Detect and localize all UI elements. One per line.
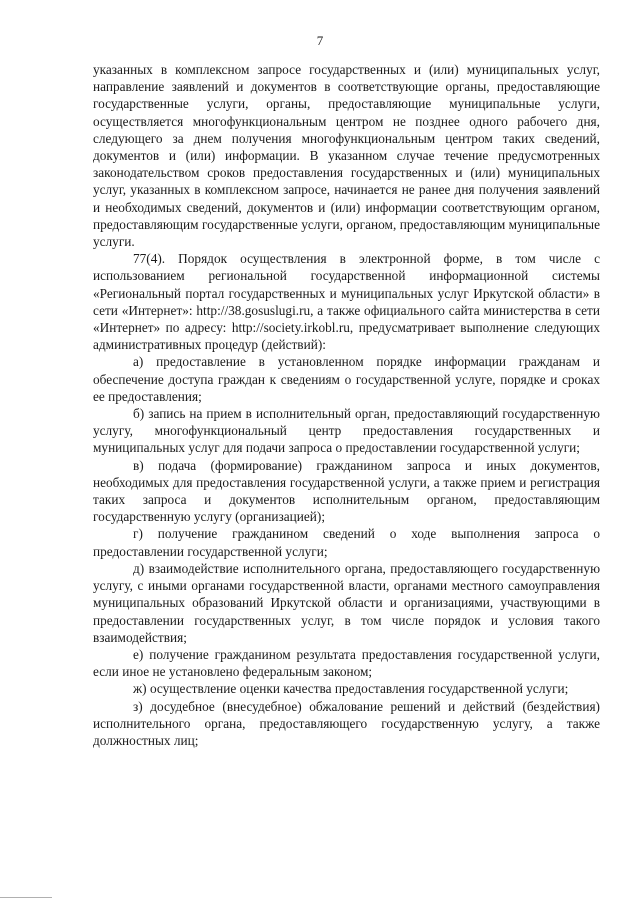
list-item-e: е) получение гражданином результата предоставления государственной услуги, если иное не установлено федеральным законом;: [93, 646, 600, 680]
document-body: [93, 61, 600, 749]
list-item-z: з) досудебное (внесудебное) обжалование решений и действий (бездействия) исполнительного органа, предоставляющего государственную услугу, а также должностных лиц;: [93, 698, 600, 748]
paragraph-77-4: 77(4). Порядок осуществления в электронной форме, в том числе с использованием региональной государственной информационной системы «Региональный портал государственных и муниципальных услуг Иркутской области» в сети «Интернет»: http://38.gosuslugi.ru, а также официального сайта министерства в сети «Интернет» по адресу: http://society.irkobl.ru, предусматривает выполнение следующих административных процедур (действий):: [93, 251, 600, 353]
list-item-a: а) предоставление в установленном порядке информации гражданам и обеспечение доступа граждан к сведениям о государственной услуге, порядке и сроках ее предоставления;: [93, 354, 600, 404]
list-item-d: д) взаимодействие исполнительного органа, предоставляющего государственную услугу, с иными органами государственной власти, органами местного самоуправления муниципальных образований Иркутской области и организациями, участвующими в предоставлении государственных услуг, в том числе порядок и условия такого взаимодействия;: [93, 560, 600, 645]
list-item-b: б) запись на прием в исполнительный орган, предоставляющий государственную услугу, многофункциональный центр предоставления государственных и муниципальных услуг для подачи запроса о предоставлении государственной услуги;: [93, 406, 600, 456]
footer-rule: [0, 897, 52, 898]
list-item-g: г) получение гражданином сведений о ходе выполнения запроса о предоставлении государственной услуги;: [93, 526, 600, 559]
list-item-zh: ж) осуществление оценки качества предоставления государственной услуги;: [133, 681, 569, 697]
list-item-v: в) подача (формирование) гражданином запроса и иных документов, необходимых для предоставления государственной услуги, а также прием и регистрация таких запроса и документов исполнительным органом, предоставляющим государственную услугу (организацией);: [93, 457, 600, 525]
paragraph-continuation: указанных в комплексном запросе государственных и (или) муниципальных услуг, направление заявлений и документов в соответствующие органы, предоставляющие государственные услуги, органы, предоставляющие муниципальные услуги, осуществляется многофункциональным центром не позднее одного рабочего дня, следующего за днем получения многофункциональным центром таких сведений, документов и (или) информации. В указанном случае течение предусмотренных законодательством сроков предоставления государственных и (или) муниципальных услуг, указанных в комплексном запросе, начинается не ранее дня получения заявлений и необходимых сведений, документов и (или) информации соответствующим органом, предоставляющим государственные услуги, органом, предоставляющим муниципальные услуги.: [93, 62, 600, 250]
page-number: 7: [316, 33, 324, 48]
